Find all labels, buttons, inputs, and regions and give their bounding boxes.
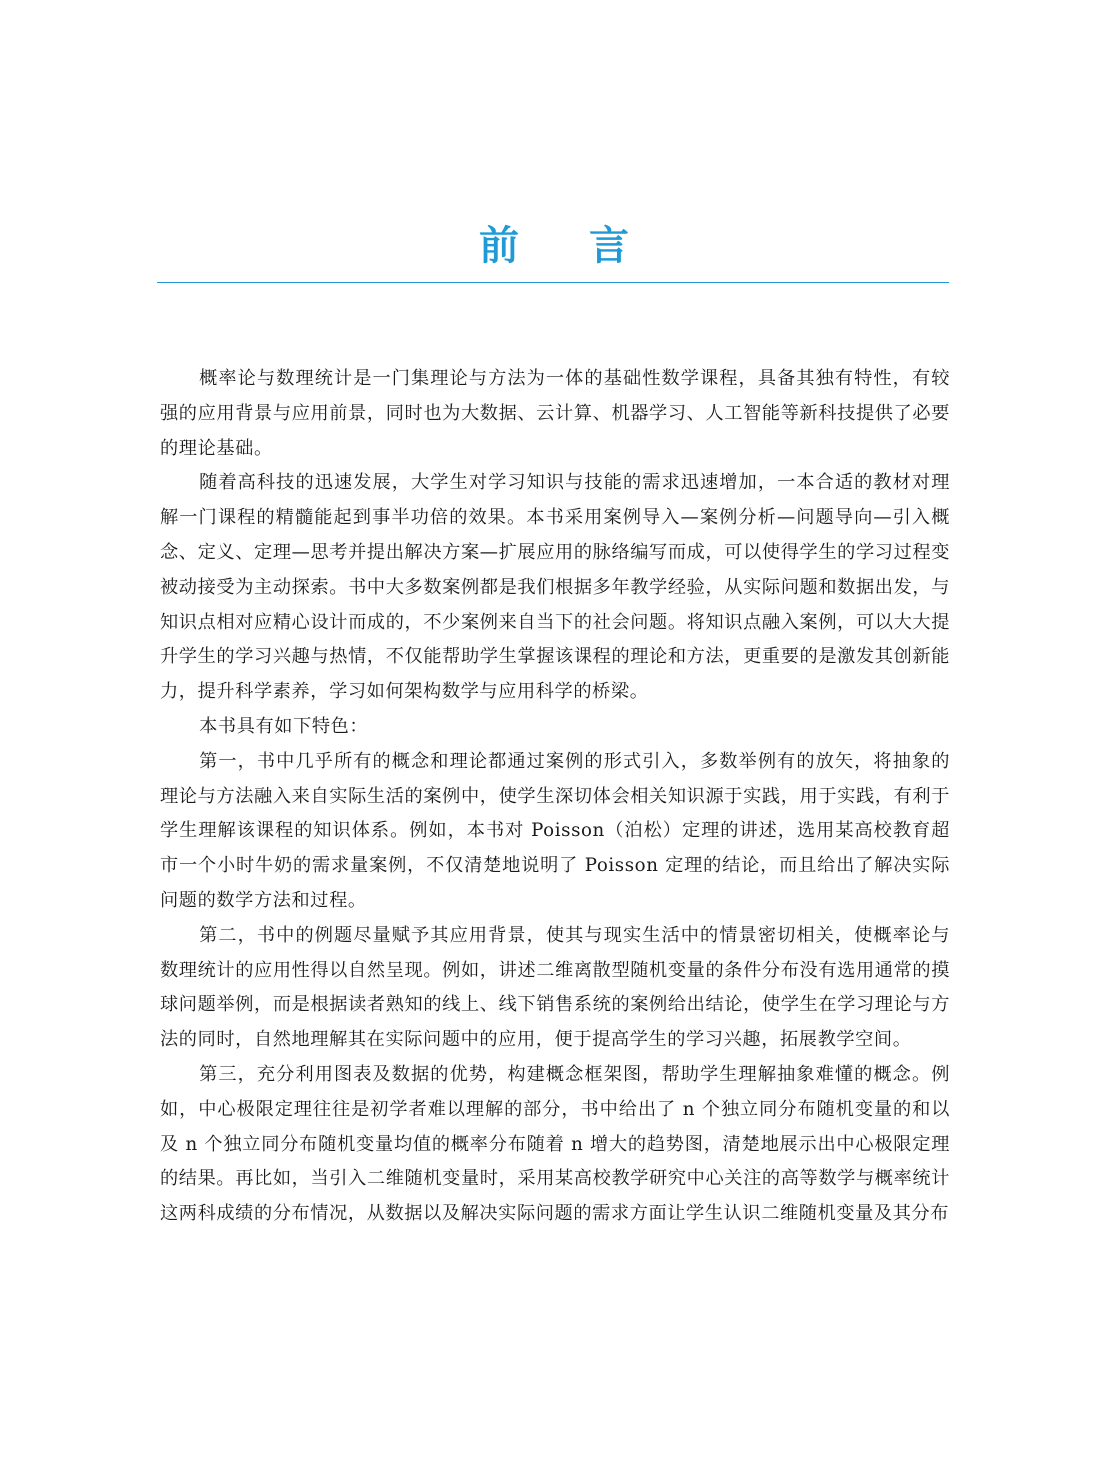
paragraph-intro: 概率论与数理统计是一门集理论与方法为一体的基础性数学课程，具备其独有特性，有较强的应用背景与应用前景，同时也为大数据、云计算、机器学习、人工智能等新科技提供了必要的理论基础。 [160,368,950,459]
paragraph-feature-3: 第三，充分利用图表及数据的优势，构建概念框架图，帮助学生理解抽象难懂的概念。例如，中心极限定理往往是初学者难以理解的部分，书中给出了 n 个独立同分布随机变量的和以及 n 个独立同分布随机变量均值的概率分布随着 n 增大的趋势图，清楚地展示出中心极限定理的结果。再比如，当引入二维随机变量时，采用某高校教学研究中心关注的高等数学与概率统计这两科成绩的分布情况，从数据以及解决实际问题的需求方面让学生认识二维随机变量及其分布 [160,1063,950,1225]
title-divider [157,282,949,283]
paragraph-feature-2: 第二，书中的例题尽量赋予其应用背景，使其与现实生活中的情景密切相关，使概率论与数理统计的应用性得以自然呈现。例如，讲述二维离散型随机变量的条件分布没有选用通常的摸球问题举例，而是根据读者熟知的线上、线下销售系统的案例给出结论，使学生在学习理论与方法的同时，自然地理解其在实际问题中的应用，便于提高学生的学习兴趣，拓展教学空间。 [160,924,950,1051]
paragraph-feature-1: 第一，书中几乎所有的概念和理论都通过案例的形式引入，多数举例有的放矢，将抽象的理论与方法融入来自实际生活的案例中，使学生深切体会相关知识源于实践，用于实践，有利于学生理解该课程的知识体系。例如，本书对 Poisson（泊松）定理的讲述，选用某高校教育超市一个小时牛奶的需求量案例，不仅清楚地说明了 Poisson 定理的结论，而且给出了解决实际问题的数学方法和过程。 [160,750,950,911]
preface-body [160,362,950,1232]
paragraph-background: 随着高科技的迅速发展，大学生对学习知识与技能的需求迅速增加，一本合适的教材对理解一门课程的精髓能起到事半功倍的效果。本书采用案例导入—案例分析—问题导向—引入概念、定义、定理—思考并提出解决方案—扩展应用的脉络编写而成，可以使得学生的学习过程变被动接受为主动探索。书中大多数案例都是我们根据多年教学经验，从实际问题和数据出发，与知识点相对应精心设计而成的，不少案例来自当下的社会问题。将知识点融入案例，可以大大提升学生的学习兴趣与热情，不仅能帮助学生掌握该课程的理论和方法，更重要的是激发其创新能力，提升科学素养，学习如何架构数学与应用科学的桥梁。 [160,472,950,703]
page-title: 前言 [479,223,699,269]
paragraph-features-heading: 本书具有如下特色： [199,715,369,737]
